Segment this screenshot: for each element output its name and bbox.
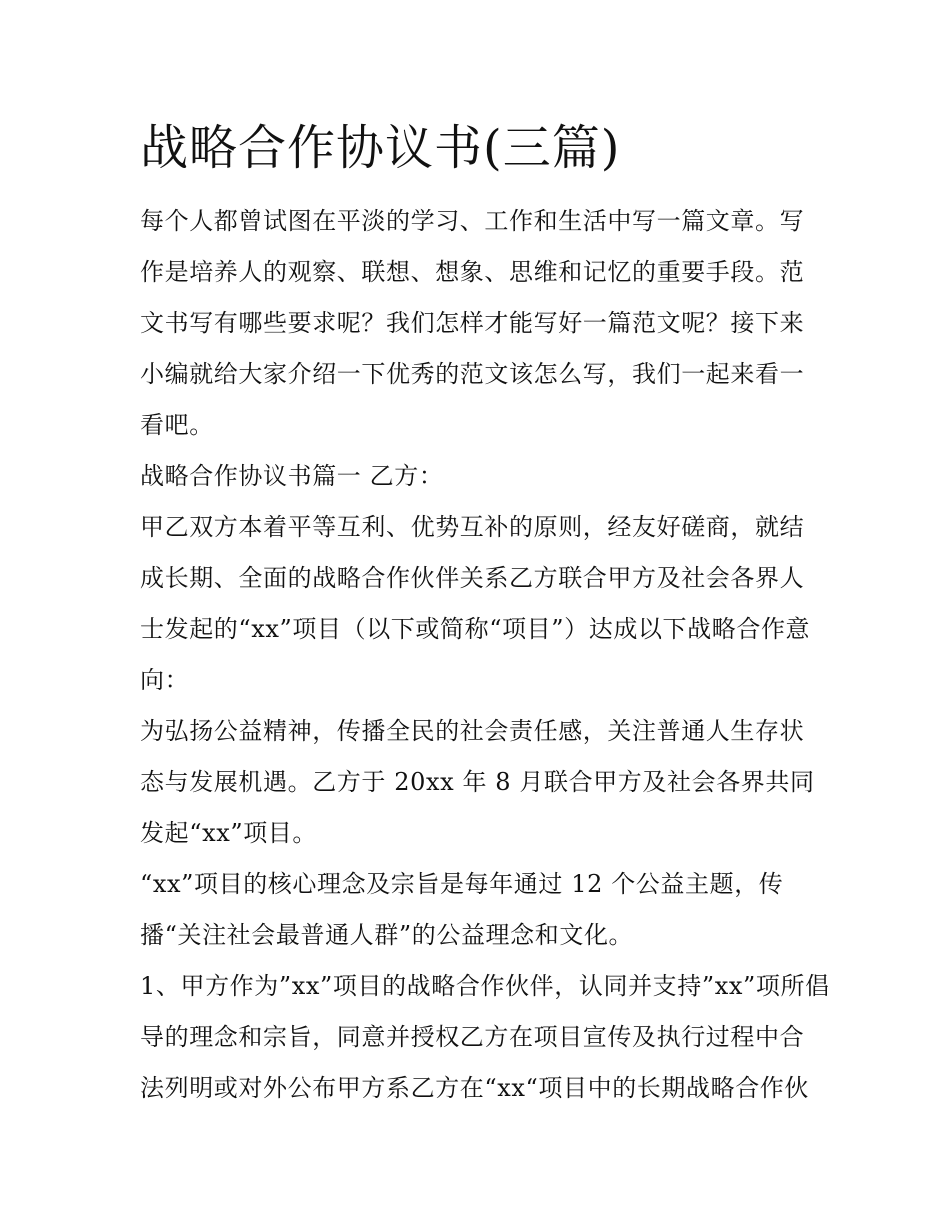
text-line: 文书写有哪些要求呢？我们怎样才能写好一篇范文呢？接下来 xyxy=(140,309,805,337)
document-page xyxy=(140,112,830,1114)
text-line: 发起“xx”项目。 xyxy=(140,819,318,847)
document-body xyxy=(140,196,830,1114)
text-line: “xx”项目的核心理念及宗旨是每年通过 12 个公益主题，传 xyxy=(140,870,784,898)
text-line: 法列明或对外公布甲方系乙方在“xx“项目中的长期战略合作伙 xyxy=(140,1074,810,1102)
text-line: 为弘扬公益精神，传播全民的社会责任感，关注普通人生存状 xyxy=(140,717,805,745)
text-line: 播“关注社会最普通人群”的公益理念和文化。 xyxy=(140,921,634,949)
text-line: 看吧。 xyxy=(140,411,214,439)
text-line: 1、甲方作为”xx”项目的战略合作伙伴，认同并支持”xx”项所倡 xyxy=(140,972,830,1000)
section-heading: 战略合作协议书篇一 乙方： xyxy=(140,462,444,490)
text-line: 士发起的“xx”项目（以下或简称“项目”）达成以下战略合作意 xyxy=(140,615,811,643)
text-line: 成长期、全面的战略合作伙伴关系乙方联合甲方及社会各界人 xyxy=(140,564,805,592)
page-title: 战略合作协议书(三篇) xyxy=(140,120,621,176)
text-line: 甲乙双方本着平等互利、优势互补的原则，经友好磋商，就结 xyxy=(140,513,805,541)
text-line: 导的理念和宗旨，同意并授权乙方在项目宣传及执行过程中合 xyxy=(140,1023,805,1051)
text-line: 每个人都曾试图在平淡的学习、工作和生活中写一篇文章。写 xyxy=(140,207,805,235)
text-line: 小编就给大家介绍一下优秀的范文该怎么写，我们一起来看一 xyxy=(140,360,805,388)
text-line: 作是培养人的观察、联想、想象、思维和记忆的重要手段。范 xyxy=(140,258,805,286)
text-line: 态与发展机遇。乙方于 20xx 年 8 月联合甲方及社会各界共同 xyxy=(140,768,815,796)
text-line: 向： xyxy=(140,666,190,694)
